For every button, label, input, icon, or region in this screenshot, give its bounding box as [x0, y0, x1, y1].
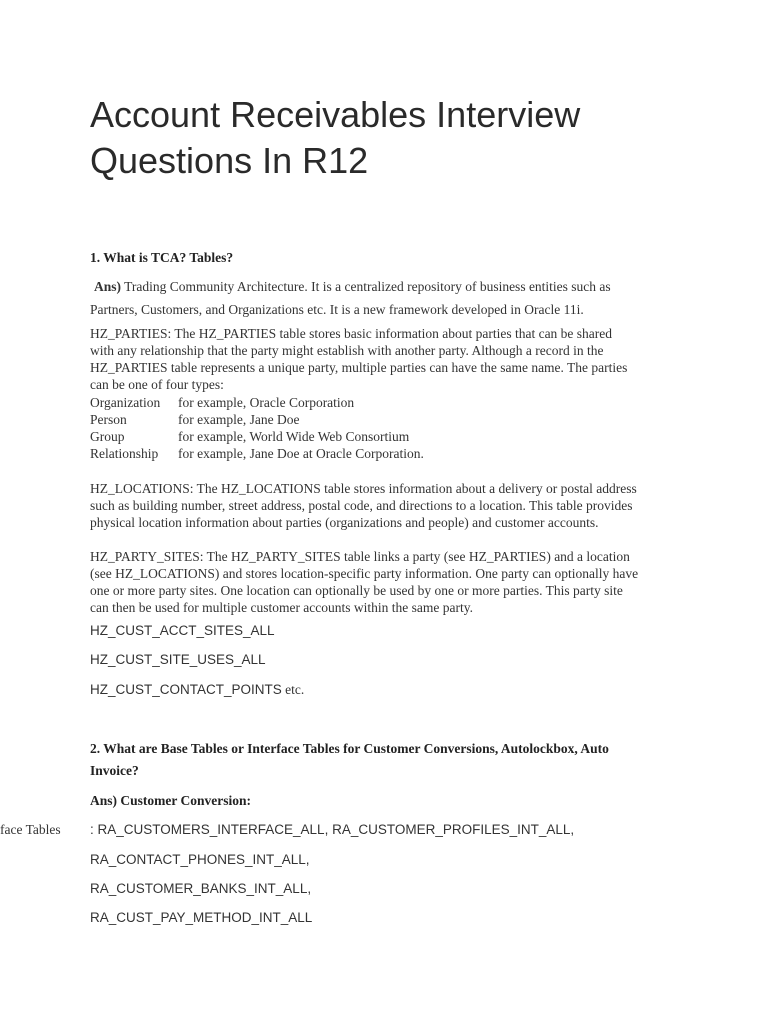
q1-answer-line-1 [90, 279, 611, 295]
q2-answer-label: Ans) Customer Conversion: [90, 793, 251, 808]
interface-table-line: RA_CUST_PAY_METHOD_INT_ALL [90, 910, 313, 925]
question-2-heading-line-2: Invoice? [90, 763, 139, 778]
page-title [90, 92, 690, 184]
hz-parties-line-1: HZ_PARTIES: The HZ_PARTIES table stores basic information about parties that can be shared [90, 326, 613, 341]
party-type-name: Organization [90, 395, 161, 410]
hz-parties-line-4: can be one of four types: [90, 377, 224, 392]
title-line-1: Account Receivables Interview [90, 94, 581, 135]
party-type-example: for example, World Wide Web Consortium [178, 429, 410, 444]
party-type-row [90, 412, 299, 428]
hz-party-sites-line-4: can then be used for multiple customer accounts within the same party. [90, 600, 474, 615]
hz-locations-line-1: HZ_LOCATIONS: The HZ_LOCATIONS table stores information about a delivery or postal address [90, 481, 637, 496]
question-1-heading: 1. What is TCA? Tables? [90, 250, 234, 265]
party-type-row [90, 429, 409, 445]
party-type-row [90, 395, 354, 411]
party-type-example: for example, Jane Doe [178, 412, 300, 427]
hz-locations-line-3: physical location information about parties (organizations and people) and customer accounts. [90, 515, 599, 530]
hz-party-sites-line-1: HZ_PARTY_SITES: The HZ_PARTY_SITES table links a party (see HZ_PARTIES) and a location [90, 549, 630, 564]
table-name-with-suffix [90, 682, 304, 698]
tables-suffix: etc. [281, 682, 305, 697]
party-type-example: for example, Oracle Corporation [178, 395, 355, 410]
interface-table-line: RA_CUSTOMER_BANKS_INT_ALL, [90, 881, 312, 896]
party-type-name: Person [90, 412, 127, 427]
interface-tables-side-label: face Tables [0, 822, 61, 837]
interface-table-line: : RA_CUSTOMERS_INTERFACE_ALL, RA_CUSTOMER_PROFILES_INT_ALL, [90, 822, 575, 837]
hz-parties-line-3: HZ_PARTIES table represents a unique party, multiple parties can have the same name. The parties [90, 360, 628, 375]
hz-locations-line-2: such as building number, street address, postal code, and directions to a location. This table provides [90, 498, 633, 513]
hz-parties-line-2: with any relationship that the party might establish with another party. Although a record in the [90, 343, 604, 358]
q1-answer-line-2: Partners, Customers, and Organizations etc. It is a new framework developed in Oracle 11i. [90, 302, 584, 317]
hz-party-sites-line-2: (see HZ_LOCATIONS) and stores location-specific party information. One party can optionally have [90, 566, 639, 581]
q1-ans-label: Ans) [94, 279, 122, 294]
question-2-heading-line-1: 2. What are Base Tables or Interface Tables for Customer Conversions, Autolockbox, Auto [90, 741, 609, 756]
q1-ans-text-1: Trading Community Architecture. It is a centralized repository of business entities such as [121, 279, 611, 294]
hz-party-sites-line-3: one or more party sites. One location can optionally be used by one or more parties. This party site [90, 583, 623, 598]
party-type-row [90, 446, 424, 462]
table-name: HZ_CUST_ACCT_SITES_ALL [90, 623, 275, 638]
interface-table-line: RA_CONTACT_PHONES_INT_ALL, [90, 852, 310, 867]
table-name: HZ_CUST_CONTACT_POINTS [90, 682, 282, 697]
party-type-name: Relationship [90, 446, 159, 461]
table-name: HZ_CUST_SITE_USES_ALL [90, 652, 266, 667]
title-line-2: Questions In R12 [90, 140, 369, 181]
party-type-name: Group [90, 429, 125, 444]
party-type-example: for example, Jane Doe at Oracle Corporation. [178, 446, 424, 461]
